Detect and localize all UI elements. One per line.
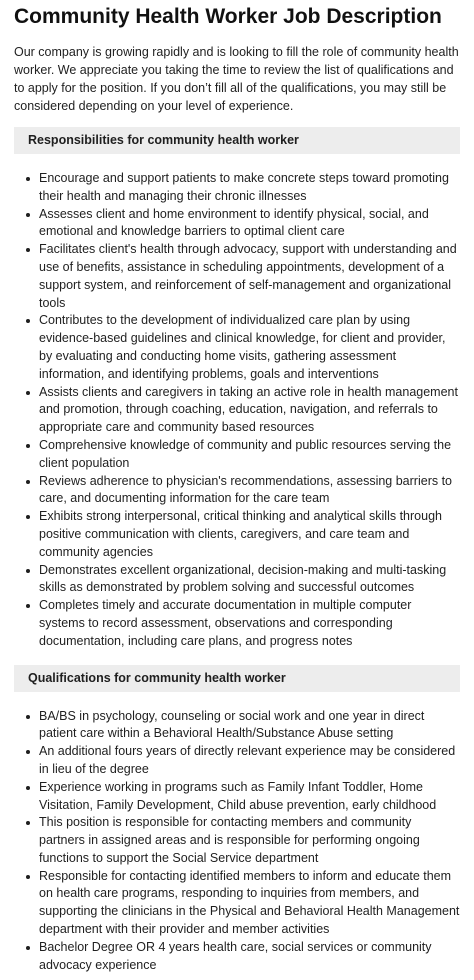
list-item: Assesses client and home environment to identify physical, social, and emotional and knowledge barriers to optimal client care	[14, 206, 460, 242]
list-item: Demonstrates excellent organizational, decision-making and multi-tasking skills as demonstrated by problem solving and successful outcomes	[14, 562, 460, 598]
responsibilities-section	[14, 127, 460, 651]
list-item: An additional fours years of directly relevant experience may be considered in lieu of the degree	[14, 743, 460, 779]
list-item: Comprehensive knowledge of community and public resources serving the client population	[14, 437, 460, 473]
list-item: BA/BS in psychology, counseling or social work and one year in direct patient care within a Behavioral Health/Substance Abuse setting	[14, 708, 460, 744]
page-title: Community Health Worker Job Description	[14, 5, 442, 28]
list-item: Assists clients and caregivers in taking an active role in health management and promotion, through coaching, education, navigation, and referrals to appropriate care and community based resources	[14, 384, 460, 437]
list-item: Bachelor Degree OR 4 years health care, social services or community advocacy experience	[14, 939, 460, 975]
list-item: Exhibits strong interpersonal, critical thinking and analytical skills through positive communication with clients, caregivers, and care team and community agencies	[14, 508, 460, 561]
list-item: Responsible for contacting identified members to inform and educate them on health care programs, responding to inquiries from members, and supporting the clinicians in the Physical and Behavioral Health Management department with their provider and member activities	[14, 868, 460, 939]
intro-paragraph: Our company is growing rapidly and is looking to fill the role of community health worker. We appreciate you taking the time to review the list of qualifications and to apply for the position. If you don’t fill all of the qualifications, you may still be considered depending on your level of experience.	[14, 45, 459, 113]
list-item: Experience working in programs such as Family Infant Toddler, Home Visitation, Family Development, Child abuse prevention, early childhood	[14, 779, 460, 815]
section-heading: Responsibilities for community health worker	[14, 127, 460, 154]
responsibilities-list	[14, 170, 460, 651]
qualifications-section	[14, 665, 460, 975]
list-item: Reviews adherence to physician's recommendations, assessing barriers to care, and documenting information for the care team	[14, 473, 460, 509]
list-item: Completes timely and accurate documentation in multiple computer systems to record assessment, observations and corresponding documentation, including care plans, and progress notes	[14, 597, 460, 650]
section-heading: Qualifications for community health worker	[14, 665, 460, 692]
list-item: This position is responsible for contacting members and community partners in assigned areas and is responsible for performing ongoing functions to support the Social Service department	[14, 814, 460, 867]
list-item: Facilitates client's health through advocacy, support with understanding and use of benefits, assistance in scheduling appointments, development of a support system, and reinforcement of self-management and organizational tools	[14, 241, 460, 312]
list-item: Encourage and support patients to make concrete steps toward promoting their health and managing their chronic illnesses	[14, 170, 460, 206]
list-item: Contributes to the development of individualized care plan by using evidence-based guidelines and clinical knowledge, for client and provider, by evaluating and conducting home visits, gathering assessment information, and identifying problems, goals and interventions	[14, 312, 460, 383]
qualifications-list	[14, 708, 460, 975]
